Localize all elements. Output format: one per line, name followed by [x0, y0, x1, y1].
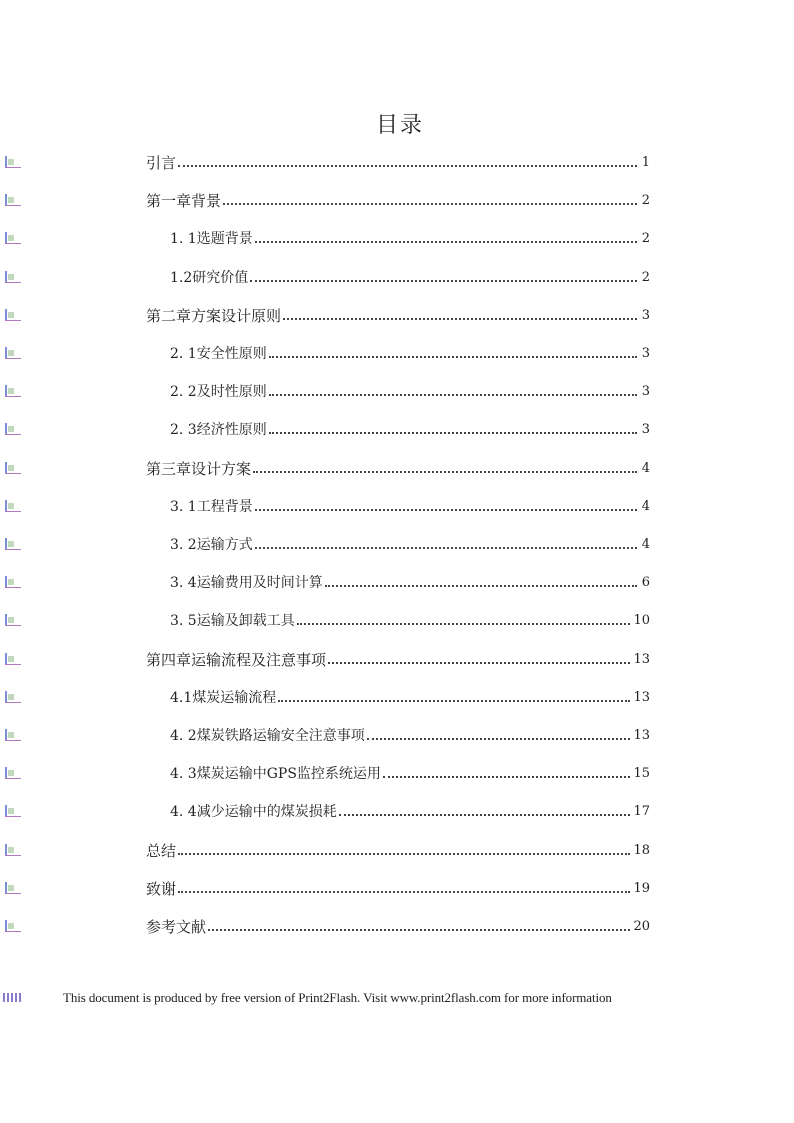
toc-entry-label: 2. 3经济性原则 — [170, 422, 267, 439]
toc-page-number: 20 — [633, 919, 650, 934]
toc-entry[interactable] — [170, 761, 650, 783]
toc-page-number: 10 — [633, 613, 650, 629]
toc-page-number: 13 — [633, 728, 650, 743]
toc-entry-label: 2. 1安全性原则 — [170, 346, 267, 362]
toc-leader-dots — [367, 738, 631, 740]
toc-entry-label: 4. 3煤炭运输中GPS监控系统运用 — [170, 766, 381, 783]
toc-entry-label: 2. 2及时性原则 — [170, 384, 267, 401]
toc-leader-dots — [178, 853, 630, 855]
toc-leader-dots — [269, 432, 637, 434]
toc-page-number: 13 — [633, 651, 650, 667]
bookmark-marker-icon — [4, 614, 22, 628]
toc-leader-dots — [383, 776, 631, 778]
toc-entry[interactable] — [170, 417, 650, 439]
toc-entry-label: 第二章方案设计原则 — [146, 306, 282, 325]
toc-leader-dots — [250, 280, 637, 282]
bookmark-marker-icon — [4, 805, 22, 819]
bookmark-marker-icon — [4, 156, 22, 170]
toc-leader-dots — [208, 929, 630, 931]
toc-entry[interactable] — [146, 647, 650, 669]
toc-entry[interactable] — [170, 799, 650, 821]
bookmark-marker-icon — [4, 347, 22, 361]
bookmark-marker-icon — [4, 232, 22, 246]
bookmark-marker-icon — [4, 194, 22, 208]
toc-leader-dots — [253, 471, 637, 473]
toc-leader-dots — [178, 165, 637, 167]
bookmark-marker-icon — [4, 882, 22, 896]
toc-entry[interactable] — [170, 570, 650, 592]
bookmark-marker-icon — [4, 691, 22, 705]
bookmark-marker-icon — [4, 920, 22, 934]
toc-leader-dots — [255, 547, 637, 549]
toc-leader-dots — [255, 241, 637, 243]
toc-page-number: 2 — [641, 193, 650, 209]
toc-entry-label: 4.1煤炭运输流程 — [170, 689, 277, 706]
toc-entry-label: 4. 2煤炭铁路运输安全注意事项 — [170, 728, 365, 744]
toc-entry[interactable] — [146, 838, 650, 860]
toc-page-number: 17 — [633, 804, 650, 820]
toc-page-number: 3 — [641, 384, 650, 400]
toc-leader-dots — [178, 891, 630, 893]
bookmark-marker-icon — [4, 538, 22, 552]
toc-entry[interactable] — [146, 876, 650, 898]
toc-entry[interactable] — [146, 188, 650, 210]
toc-page-number: 4 — [641, 498, 650, 514]
toc-entry[interactable] — [170, 685, 650, 707]
toc-leader-dots — [328, 662, 630, 664]
toc-entry[interactable] — [146, 914, 650, 936]
toc-entry[interactable] — [170, 608, 650, 630]
toc-leader-dots — [269, 356, 637, 358]
toc-leader-dots — [297, 623, 631, 625]
toc-entry-label: 4. 4减少运输中的煤炭损耗 — [170, 804, 337, 821]
toc-entry[interactable] — [170, 723, 650, 745]
toc-entry-label: 1.2研究价值 — [170, 269, 249, 286]
toc-page-number: 19 — [633, 880, 650, 896]
bookmark-marker-icon — [4, 423, 22, 437]
toc-page-number: 2 — [641, 231, 650, 247]
toc-entry-label: 3. 5运输及卸载工具 — [170, 613, 295, 630]
bookmark-marker-icon — [4, 653, 22, 667]
toc-entry[interactable] — [146, 456, 650, 478]
toc-leader-dots — [223, 203, 637, 205]
toc-entry[interactable] — [146, 150, 650, 172]
toc-page-number: 3 — [641, 422, 650, 438]
toc-page-number: 3 — [641, 346, 650, 361]
toc-leader-dots — [325, 585, 637, 587]
bookmark-marker-icon — [4, 309, 22, 323]
toc-page-number: 13 — [633, 689, 650, 705]
toc-leader-dots — [283, 318, 637, 320]
toc-entry-label: 3. 4运输费用及时间计算 — [170, 575, 323, 592]
bookmark-marker-icon — [4, 500, 22, 514]
toc-entry[interactable] — [170, 226, 650, 248]
toc-page-number: 15 — [633, 766, 650, 782]
toc-entry-label: 引言 — [146, 154, 177, 172]
page-title: 目录 — [375, 113, 424, 138]
toc-entry-label: 致谢 — [146, 879, 177, 898]
toc-entry[interactable] — [170, 341, 650, 363]
bookmark-marker-icon — [4, 767, 22, 781]
toc-entry[interactable] — [170, 265, 650, 287]
toc-page-number: 6 — [641, 575, 650, 591]
toc-entry-label: 第一章背景 — [146, 192, 222, 211]
toc-entry-label: 总结 — [146, 841, 177, 860]
toc-entry-label: 参考文献 — [146, 918, 207, 936]
toc-page-number: 3 — [641, 307, 650, 323]
toc-leader-dots — [339, 814, 631, 816]
toc-page-number: 18 — [633, 842, 650, 858]
footer-notice: This document is produced by free version of Print2Flash. Visit www.print2flash.com for more information — [63, 990, 612, 1005]
bookmark-marker-icon — [4, 576, 22, 590]
bookmark-marker-icon — [4, 844, 22, 858]
toc-page-number: 2 — [641, 269, 650, 285]
toc-entry-label: 3. 2运输方式 — [170, 537, 253, 553]
toc-entry[interactable] — [170, 494, 650, 516]
bookmark-marker-icon — [4, 385, 22, 399]
toc-leader-dots — [278, 700, 630, 702]
bookmark-marker-icon — [4, 462, 22, 476]
toc-entry-label: 1. 1选题背景 — [170, 231, 253, 248]
toc-entry[interactable] — [146, 303, 650, 325]
toc-page-number: 4 — [641, 537, 650, 552]
toc-entry-label: 第三章设计方案 — [146, 459, 252, 478]
toc-page-number: 4 — [641, 460, 650, 476]
toc-entry[interactable] — [170, 379, 650, 401]
toc-page-number: 1 — [641, 155, 650, 170]
toc-entry-label: 3. 1工程背景 — [170, 498, 253, 515]
bookmark-marker-icon — [4, 729, 22, 743]
toc-leader-dots — [269, 394, 637, 396]
toc-entry-label: 第四章运输流程及注意事项 — [146, 650, 327, 669]
print2flash-icon — [3, 993, 23, 1003]
bookmark-marker-icon — [4, 271, 22, 285]
toc-entry[interactable] — [170, 532, 650, 554]
toc-leader-dots — [255, 509, 637, 511]
